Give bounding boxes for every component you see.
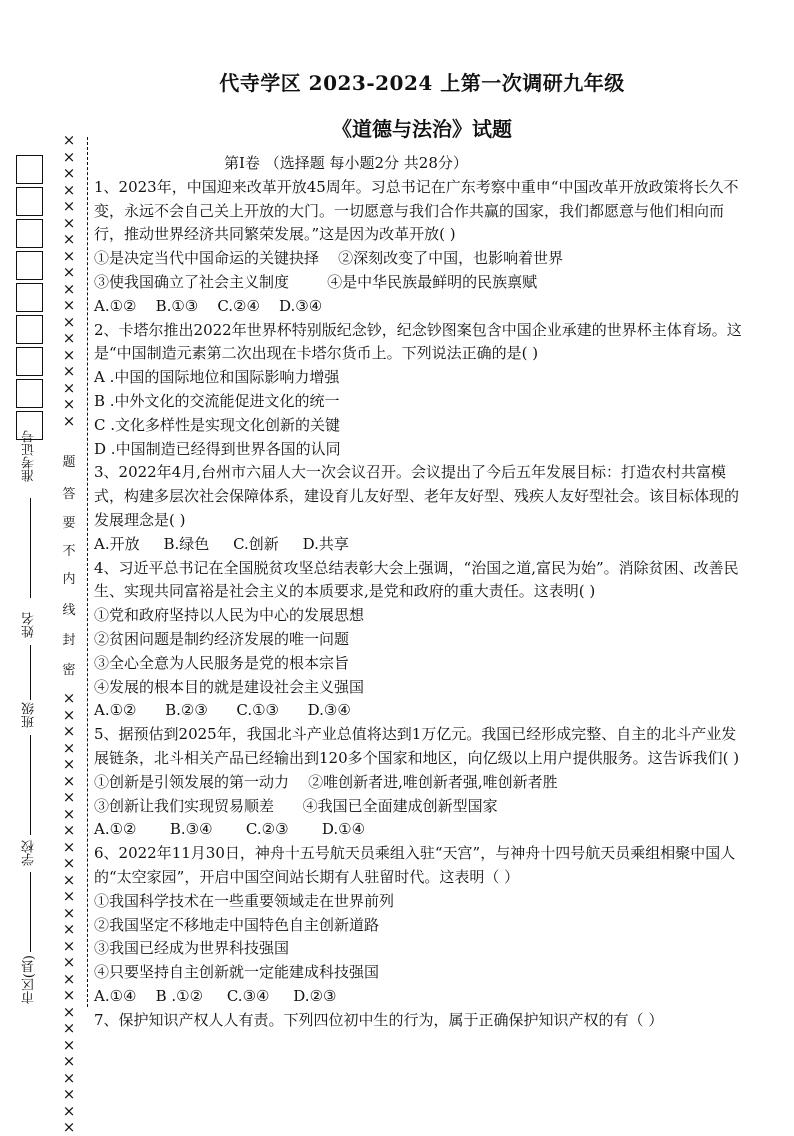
class-label: 班级 [22,702,37,728]
section-heading: 第Ⅰ卷 （选择题 每小题2分 共28分） [224,154,468,172]
q2-option-d: D .中国制造已经得到世界各国的认同 [94,439,341,458]
exam-number-box[interactable] [16,219,43,248]
school-label: 学校 [22,840,37,866]
cross-marks-bottom: ××××××××××××××××××××××××××× [62,689,76,1136]
exam-number-box[interactable] [16,315,43,344]
seal-char: 题 [62,455,76,470]
exam-number-box[interactable] [16,347,43,376]
exam-number-box[interactable] [16,155,43,184]
exam-title-line2: 《道德与法治》试题 [332,117,512,141]
district-label: 市区(县) [22,955,37,1005]
q5-statements-1: ①创新是引领发展的第一动力 ②唯创新者进,唯创新者强,唯创新者胜 [94,772,558,791]
q1-stem: 1、2023年，中国迎来改革开放45周年。习总书记在广东考察中重申“中国改革开放政策将长久不变，永远不会自己关上开放的大门。一切愿意与我们合作共赢的国家，我们都愿意与他们相向而行，推动世界经济共同繁荣发展。”这是因为改革开放( ) [94,177,739,244]
q2-option-a: A .中国的国际地位和国际影响力增强 [94,368,340,387]
q6-statement-1: ①我国科学技术在一些重要领域走在世界前列 [94,891,395,910]
q7-stem: 7、保护知识产权人人有责。下列四位初中生的行为，属于正确保护知识产权的有（ ） [94,1010,664,1029]
exam-title-line1: 代寺学区 2023-2024 上第一次调研九年级 [219,71,625,95]
q6-statement-3: ③我国已经成为世界科技强国 [94,939,290,958]
seal-char: 答 [62,487,76,502]
q6-stem: 6、2022年11月30日，神舟十五号航天员乘组入驻“天宫”，与神舟十四号航天员乘组相聚中国人的“太空家园”，开启中国空间站长期有人驻留时代。这表明（ ） [94,844,736,886]
q6-statement-2: ②我国坚定不移地走中国特色自主创新道路 [94,915,380,934]
seal-char: 内 [62,572,76,587]
exam-number-box[interactable] [16,283,43,312]
q4-stem: 4、习近平总书记在全国脱贫攻坚总结表彰大会上强调，“治国之道,富民为始”。消除贫困、改善民生、实现共同富裕是社会主义的本质要求,是党和政府的重大责任。这表明( ) [94,558,739,601]
q2-option-c: C .文化多样性是实现文化创新的关键 [94,415,341,434]
q3-options: A.开放 B.绿色 C.创新 D.共享 [94,534,349,553]
exam-number-boxes [16,155,44,443]
q3-stem: 3、2022年4月,台州市六届人大一次会议召开。会议提出了今后五年发展目标：打造农村共富模式，构建多层次社会保障体系，建设育儿友好型、老年友好型、残疾人友好型社会。该目标体现的发展理念是( ) [94,463,740,529]
exam-number-line [30,498,31,598]
q1-options: A.①② B.①③ C.②④ D.③④ [94,296,323,315]
q6-statement-4: ④只要坚持自主创新就一定能建成科技强国 [94,963,380,982]
q5-stem: 5、据预估到2025年，我国北斗产业总值将达到1万亿元。我国已经形成完整、自主的北斗产业发展链条，北斗相关产品已经输出到120多个国家和地区，向亿级以上用户提供服务。这告诉我们( ) [94,725,740,767]
seal-char: 线 [62,603,76,618]
q4-statement-2: ②贫困问题是制约经济发展的唯一问题 [94,629,350,648]
question-area [94,152,746,1032]
cross-marks-top: ×××××××××××××××××× [62,131,76,430]
name-label: 姓名 [22,612,37,638]
exam-number-box[interactable] [16,379,43,408]
q1-statements-2: ③使我国确立了社会主义制度 ④是中华民族最鲜明的民族禀赋 [94,272,538,291]
q6-options: A.①④ B .①② C.③④ D.②③ [94,986,337,1005]
seal-char: 封 [62,633,76,648]
q4-statement-4: ④发展的根本目的就是建设社会主义强国 [94,677,365,696]
q4-statement-3: ③全心全意为人民服务是党的根本宗旨 [94,653,350,672]
name-line [30,645,31,700]
exam-number-label: 准考证号 [22,430,37,482]
class-line [30,735,31,835]
q5-statements-2: ③创新让我们实现贸易顺差 ④我国已全面建成创新型国家 [94,796,498,815]
exam-number-box[interactable] [16,187,43,216]
school-line [30,872,31,952]
seal-char: 要 [62,516,76,531]
q2-stem: 2、卡塔尔推出2022年世界杯特别版纪念钞，纪念钞图案包含中国企业承建的世界杯主体育场。这是“中国制造元素第二次出现在卡塔尔货币上。下列说法正确的是( ) [94,320,742,363]
q4-options: A.①② B.②③ C.①③ D.③④ [94,701,351,720]
q4-statement-1: ①党和政府坚持以人民为中心的发展思想 [94,606,365,625]
seal-dashed-line [87,137,88,1007]
q2-option-b: B .中外文化的交流能促进文化的统一 [94,391,340,410]
seal-char: 不 [62,544,76,559]
seal-char: 密 [62,663,76,678]
q5-options: A.①② B.③④ C.②③ D.①④ [94,820,366,839]
q1-statements-1: ①是决定当代中国命运的关键抉择 ②深刻改变了中国，也影响着世界 [94,249,564,268]
exam-number-box[interactable] [16,251,43,280]
